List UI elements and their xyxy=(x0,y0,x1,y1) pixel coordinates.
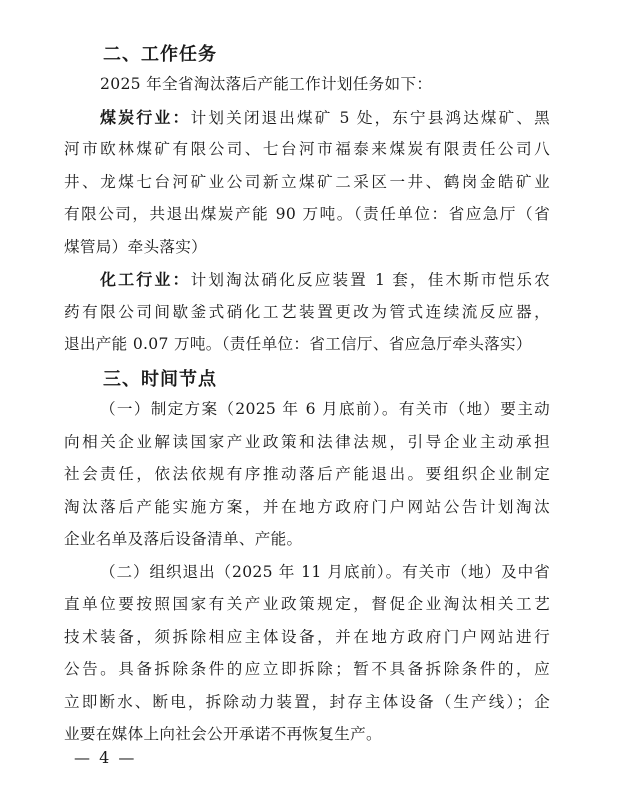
chem-line-2: 药有限公司间歇釜式硝化工艺装置更改为管式连续流反应器， xyxy=(64,303,550,321)
plan-paragraph-line-2: 向相关企业解读国家产业政策和法律法规，引导企业主动承担 xyxy=(64,433,550,451)
page-number: — 4 — xyxy=(74,748,137,767)
plan-paragraph-line-4: 淘汰落后产能实施方案，并在地方政府门户网站公告计划淘汰 xyxy=(64,498,550,516)
exit-paragraph-line-3: 技术装备，须拆除相应主体设备，并在地方政府门户网站进行 xyxy=(64,628,550,646)
coal-line-1 xyxy=(100,105,550,128)
chem-line-3: 退出产能 0.07 万吨。（责任单位：省工信厅、省应急厅牵头落实） xyxy=(64,335,532,353)
coal-line-2: 河市欧林煤矿有限公司、七台河市福泰来煤炭有限责任公司八 xyxy=(64,140,550,158)
coal-line-5: 煤管局）牵头落实） xyxy=(64,238,208,256)
coal-line-4: 有限公司，共退出煤炭产能 90 万吨。（责任单位：省应急厅（省 xyxy=(64,205,550,223)
coal-line-1-text: 计划关闭退出煤矿 5 处，东宁县鸿达煤矿、黑 xyxy=(190,109,550,127)
plan-paragraph-line-5: 企业名单及落后设备清单、产能。 xyxy=(64,530,303,548)
exit-paragraph-line-5: 立即断水、断电，拆除动力装置，封存主体设备（生产线）；企 xyxy=(64,693,550,711)
intro-line: 2025 年全省淘汰落后产能工作计划任务如下： xyxy=(100,75,433,93)
exit-paragraph-line-2: 直单位要按照国家有关产业政策规定，督促企业淘汰相关工艺 xyxy=(64,595,550,613)
section-heading-work-tasks: 二、工作任务 xyxy=(103,44,217,65)
exit-paragraph-line-4: 公告。具备拆除条件的应立即拆除；暂不具备拆除条件的，应 xyxy=(64,660,550,678)
exit-paragraph-line-6: 业要在媒体上向社会公开承诺不再恢复生产。 xyxy=(64,725,382,743)
plan-paragraph-line-3: 社会责任，依法依规有序推动落后产能退出。要组织企业制定 xyxy=(64,465,550,483)
coal-line-3: 井、龙煤七台河矿业公司新立煤矿二采区一井、鹤岗金皓矿业 xyxy=(64,173,550,191)
coal-industry-label: 煤炭行业： xyxy=(100,108,191,127)
chem-line-1-text: 计划淘汰硝化反应装置 1 套，佳木斯市恺乐农 xyxy=(190,271,550,289)
plan-paragraph-line-1: （一）制定方案（2025 年 6 月底前）。有关市（地）要主动 xyxy=(100,400,550,418)
section-heading-time-nodes: 三、时间节点 xyxy=(103,369,217,390)
chemical-industry-label: 化工行业： xyxy=(100,270,191,289)
chem-line-1 xyxy=(100,267,550,290)
exit-paragraph-line-1: （二）组织退出（2025 年 11 月底前）。有关市（地）及中省 xyxy=(100,563,550,581)
